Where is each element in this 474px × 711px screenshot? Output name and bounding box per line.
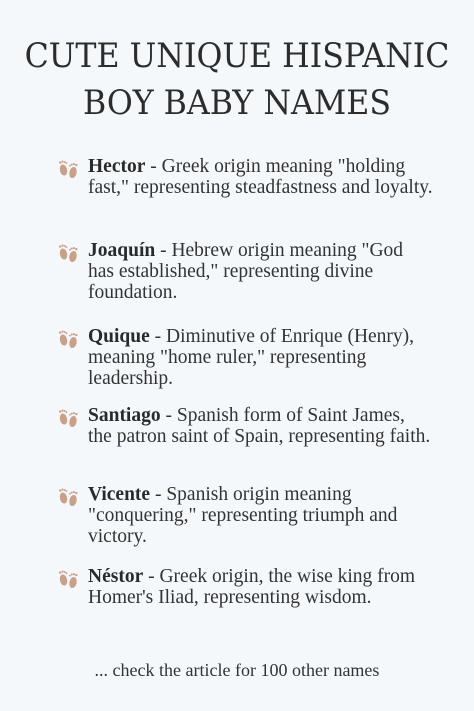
baby-feet-icon [56, 240, 80, 266]
baby-feet-icon [56, 326, 80, 352]
entry-text [88, 240, 433, 303]
footer-note: ... check the article for 100 other names [94, 660, 380, 680]
baby-name: Quique [88, 326, 150, 347]
baby-feet-icon [56, 484, 80, 510]
entry-text [88, 405, 433, 447]
title-line-1: CUTE UNIQUE HISPANIC [24, 36, 450, 76]
name-description: - Diminutive of Enrique (Henry), meaning "home ruler," representing leadership. [88, 326, 415, 389]
baby-feet-icon [56, 156, 80, 182]
name-description: - Greek origin meaning "holding fast," representing steadfastness and loyalty. [88, 156, 433, 198]
entry-text [88, 326, 433, 389]
baby-name: Joaquín [88, 240, 156, 261]
title-line-2: BOY BABY NAMES [83, 83, 391, 123]
baby-name: Néstor [88, 566, 144, 587]
baby-name: Hector [88, 156, 146, 177]
baby-feet-icon [56, 566, 80, 592]
baby-name: Santiago [88, 405, 161, 426]
entry-text [88, 566, 433, 608]
baby-feet-icon [56, 405, 80, 431]
name-description: - Hebrew origin meaning "God has established," representing divine foundation. [88, 240, 404, 303]
name-description: - Spanish form of Saint James, the patron saint of Spain, representing faith. [88, 405, 431, 447]
name-description: - Greek origin, the wise king from Homer's Iliad, representing wisdom. [88, 566, 416, 608]
name-description: - Spanish origin meaning "conquering," representing triumph and victory. [88, 484, 398, 547]
entry-text [88, 156, 433, 198]
baby-name: Vicente [88, 484, 151, 505]
entry-text [88, 484, 433, 547]
